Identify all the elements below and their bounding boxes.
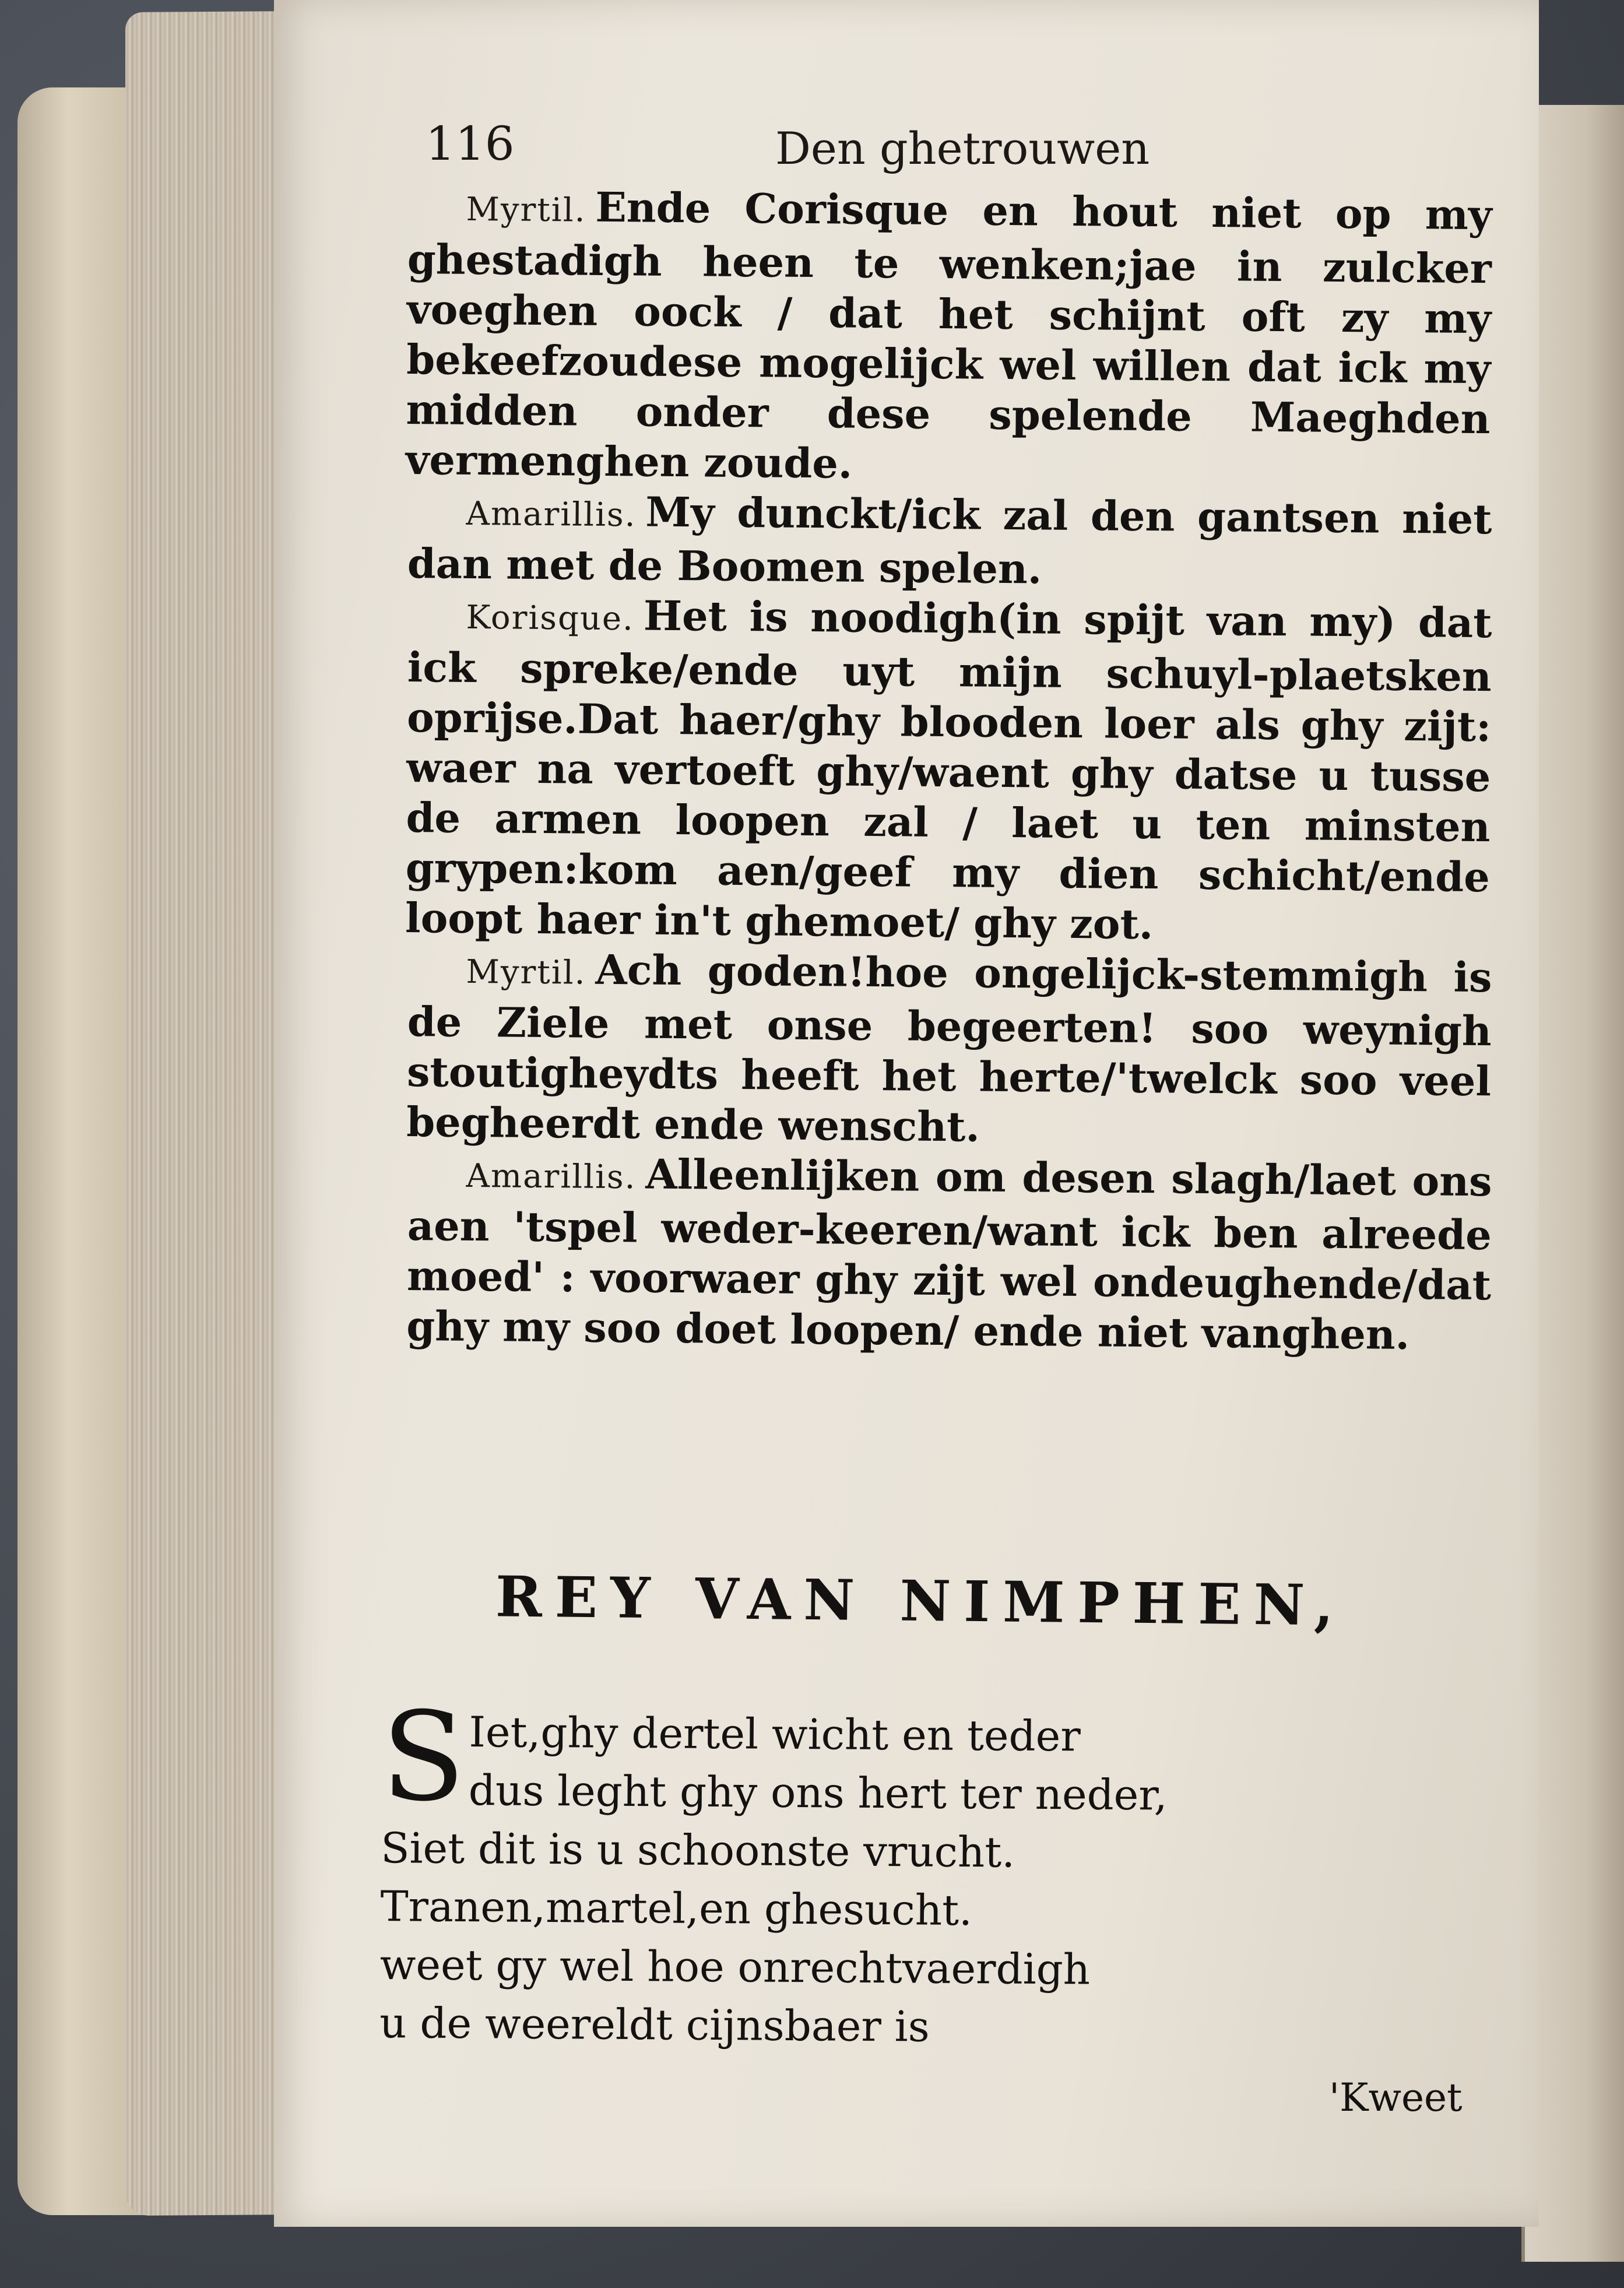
speech-text: Alleenlijken om desen slagh/laet ons aen 'tspel weder-keeren/want ick ben alreede moed' : voorwaer ghy zijt wel ondeughende/dat ghy my soo doet loopen/ ende niet vanghen. <box>406 1150 1492 1359</box>
chorus-poem <box>379 1685 1373 2059</box>
running-head-title: Den ghetrouwen <box>775 122 1150 174</box>
speaker-label: Myrtil. <box>466 953 586 992</box>
speech-2 <box>407 485 1492 598</box>
poem-line: u de weereldt cijnsbaer is <box>379 1998 930 2051</box>
dialogue-block <box>405 181 1492 1359</box>
speech-5 <box>406 1147 1492 1361</box>
speech-1 <box>405 181 1492 494</box>
speech-text: My dunckt/ick zal den gantsen niet dan met de Boomen spelen. <box>407 487 1492 593</box>
speech-text: Het is noodigh(in spijt van my) dat ick spreke/ende uyt mijn schuyl-plaetsken oprijse.Dat haer/ghy blooden loer als ghy zijt: waer na vertoeft ghy/waent ghy datse u tusse de armen loopen zal / laet u ten minsten grypen:kom aen/geef my dien schicht/ende loopt haer in't ghemoet/ ghy zot. <box>405 591 1492 949</box>
poem-line: weet gy wel hoe onrechtvaerdigh <box>379 1939 1091 1994</box>
poem-line: Siet dit is u schoonste vrucht. <box>380 1823 1015 1877</box>
speech-4 <box>406 943 1492 1157</box>
poem-line: Tranen,martel,en ghesucht. <box>380 1881 973 1935</box>
speaker-label: Myrtil. <box>466 190 586 230</box>
running-head <box>426 117 1475 181</box>
poem-line: dus leght ghy ons hert ter neder, <box>468 1766 1168 1820</box>
drop-cap: S <box>381 1685 466 1829</box>
speaker-label: Amarillis. <box>466 1157 637 1197</box>
speech-3 <box>405 589 1492 953</box>
speech-text: Ach goden!hoe ongelijck-stemmigh is de Ziele met onse begeerten! soo weynigh stoutigheydts heeft het herte/'twelck soo veel begheerdt ende wenscht. <box>406 945 1492 1151</box>
poem-line: Iet,ghy dertel wicht en teder <box>469 1707 1081 1761</box>
page-number: 116 <box>426 117 515 171</box>
speaker-label: Amarillis. <box>466 494 637 535</box>
speech-text: Ende Corisque en hout niet op my ghestadigh heen te wenken;jae in zulcker voeghen oock / dat het schijnt oft zy my bekeefzoudese mogelijck wel willen dat ick my midden onder dese spelende Maeghden vermenghen zoude. <box>405 182 1492 488</box>
catchword: 'Kweet <box>1329 2075 1463 2120</box>
chorus-heading: REY VAN NIMPHEN, <box>495 1563 1347 1639</box>
speaker-label: Korisque. <box>466 598 635 638</box>
